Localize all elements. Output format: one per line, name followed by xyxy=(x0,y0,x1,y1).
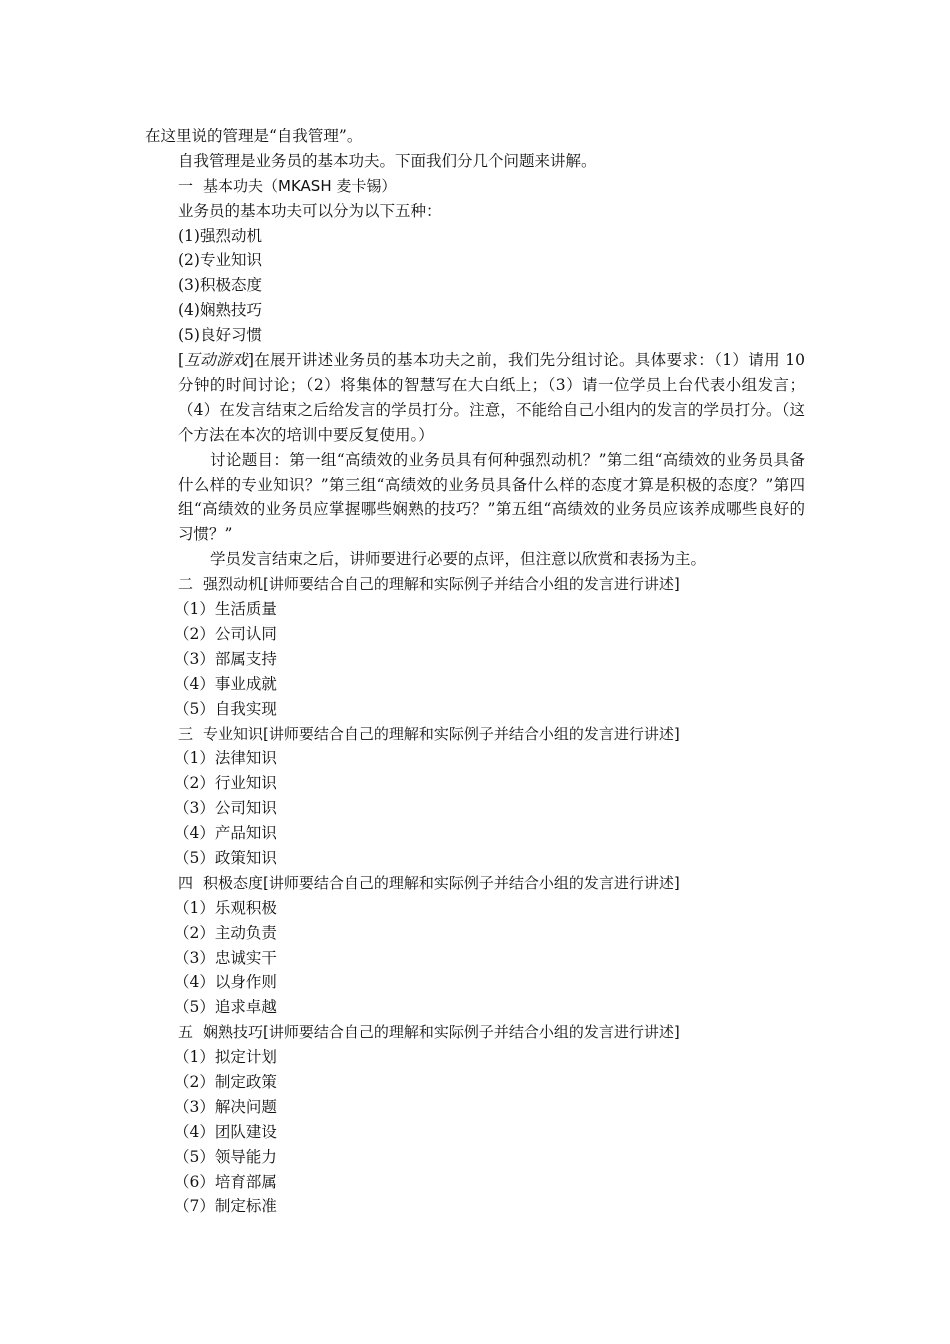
list-item: （2）公司认同 xyxy=(174,624,277,643)
list-item: （5）追求卓越 xyxy=(174,998,277,1017)
list-item: （4）以身作则 xyxy=(174,973,277,992)
section-number: 五 xyxy=(178,1023,194,1042)
list-item: （4）团队建设 xyxy=(174,1122,277,1141)
section-title: 强烈动机[讲师要结合自己的理解和实际例子并结合小组的发言进行讲述] xyxy=(203,575,680,594)
list-item: （6）培育部属 xyxy=(174,1172,277,1191)
section-heading-3 xyxy=(145,722,805,747)
game-tag: 互动游戏 xyxy=(184,351,248,370)
list-item: （3）解决问题 xyxy=(174,1097,277,1116)
section-heading-5 xyxy=(145,1020,805,1045)
document-body xyxy=(145,124,805,1219)
section-title: 积极态度[讲师要结合自己的理解和实际例子并结合小组的发言进行讲述] xyxy=(203,873,680,892)
list-item: （1）乐观积极 xyxy=(174,898,277,917)
section-number: 三 xyxy=(178,724,194,743)
list-item: (4)娴熟技巧 xyxy=(178,301,262,320)
list-item: （3）部属支持 xyxy=(174,649,277,668)
game-paragraph: [互动游戏]在展开讲述业务员的基本功夫之前，我们先分组讨论。具体要求：（1）请用 10 分钟的时间讨论；（2）将集体的智慧写在大白纸上；（3）请一位学员上台代表小组发言；（4）在发言结束之后给发言的学员打分。注意，不能给自己小组内的发言的学员打分。（这个方法在本次的培训中要反复使用。） xyxy=(178,351,805,444)
list-item: （1）法律知识 xyxy=(174,749,277,768)
section-number: 一 xyxy=(178,176,194,195)
list-item: (3)积极态度 xyxy=(178,276,262,295)
list-item: (5)良好习惯 xyxy=(178,326,262,345)
section-heading-4 xyxy=(145,871,805,896)
section-number: 四 xyxy=(178,873,194,892)
list-item: （5）政策知识 xyxy=(174,848,277,867)
list-item: （1）拟定计划 xyxy=(174,1048,277,1067)
intro-line-2: 自我管理是业务员的基本功夫。下面我们分几个问题来讲解。 xyxy=(178,151,597,170)
list-item: （3）公司知识 xyxy=(174,799,277,818)
list-item: (2)专业知识 xyxy=(178,251,262,270)
section-title: 娴熟技巧[讲师要结合自己的理解和实际例子并结合小组的发言进行讲述] xyxy=(203,1023,680,1042)
game-text: 在展开讲述业务员的基本功夫之前，我们先分组讨论。具体要求：（1）请用 10 分钟的时间讨论；（2）将集体的智慧写在大白纸上；（3）请一位学员上台代表小组发言；（4）在发言结束之后给发言的学员打分。注意，不能给自己小组内的发言的学员打分。（这个方法在本次的培训中要反复使用。） xyxy=(178,351,805,444)
discussion-topic-paragraph: 讨论题目：第一组“高绩效的业务员具有何种强烈动机？”第二组“高绩效的业务员具备什么样的专业知识？”第三组“高绩效的业务员具备什么样的态度才算是积极的态度？”第四组“高绩效的业务员应掌握哪些娴熟的技巧？”第五组“高绩效的业务员应该养成哪些良好的习惯？” xyxy=(178,450,805,544)
list-item: （2）主动负责 xyxy=(174,923,277,942)
summary-paragraph: 学员发言结束之后，讲师要进行必要的点评，但注意以欣赏和表扬为主。 xyxy=(210,550,707,569)
list-item: （5）自我实现 xyxy=(174,699,277,718)
list-item: （2）制定政策 xyxy=(174,1072,277,1091)
list-item: （1）生活质量 xyxy=(174,600,277,619)
list-item: (1)强烈动机 xyxy=(178,226,262,245)
list-item: （7）制定标准 xyxy=(174,1197,277,1216)
list-item: （3）忠诚实干 xyxy=(174,948,277,967)
section-title: 基本功夫（MKASH 麦卡锡） xyxy=(203,176,397,195)
list-item: （5）领导能力 xyxy=(174,1147,277,1166)
intro-line-1: 在这里说的管理是“自我管理”。 xyxy=(145,127,363,145)
section-heading-2 xyxy=(145,572,805,597)
list-item: （2）行业知识 xyxy=(174,774,277,793)
list-item: （4）产品知识 xyxy=(174,824,277,843)
list-item: （4）事业成就 xyxy=(174,674,277,693)
section-title: 专业知识[讲师要结合自己的理解和实际例子并结合小组的发言进行讲述] xyxy=(203,724,680,743)
section-number: 二 xyxy=(178,575,194,594)
section-heading-1 xyxy=(145,174,805,199)
section-lead: 业务员的基本功夫可以分为以下五种： xyxy=(178,201,442,220)
